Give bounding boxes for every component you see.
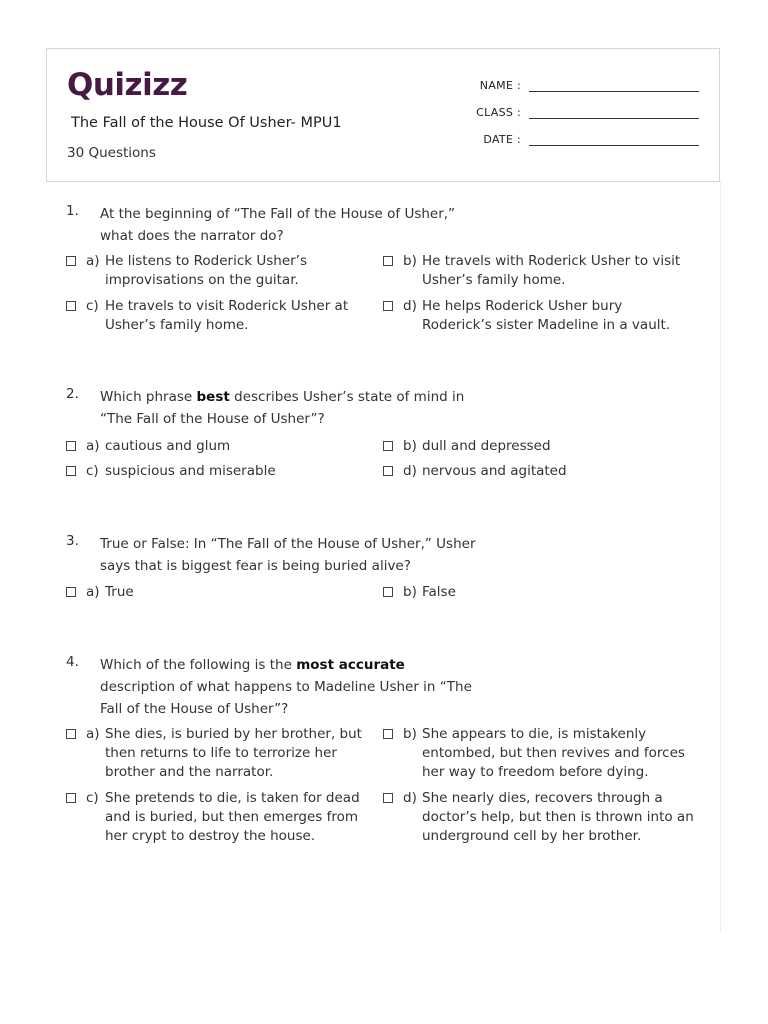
option-c[interactable]	[66, 297, 379, 335]
option-text: She nearly dies, recovers through a doctor’s help, but then is thrown into an underground cell by her brother.	[422, 790, 694, 844]
question-text: True or False: In “The Fall of the House of Usher,” Usher says that is biggest fear is being buried alive?	[100, 536, 476, 574]
emphasis: best	[196, 389, 230, 405]
option-letter: c)	[86, 298, 99, 314]
option-letter: a)	[86, 438, 100, 454]
option-text: dull and depressed	[422, 438, 551, 454]
option-letter: d)	[403, 463, 417, 479]
option-text: She dies, is buried by her brother, but then returns to life to terrorize her brother and the narrator.	[105, 726, 362, 780]
option-b[interactable]	[383, 583, 696, 602]
option-text: False	[422, 584, 456, 600]
option-letter: b)	[403, 584, 417, 600]
page-edge-line	[720, 182, 721, 932]
checkbox[interactable]	[383, 793, 393, 803]
checkbox[interactable]	[66, 729, 76, 739]
option-text: He helps Roderick Usher bury Roderick’s sister Madeline in a vault.	[422, 298, 671, 333]
date-field	[421, 133, 699, 146]
option-d[interactable]	[383, 297, 696, 335]
worksheet-header	[46, 48, 720, 182]
question-number: 2.	[66, 386, 79, 402]
option-letter: b)	[403, 726, 417, 742]
name-label: NAME :	[479, 79, 521, 92]
emphasis: most accurate	[296, 657, 405, 673]
question-text: Which phrase best describes Usher’s state of mind in “The Fall of the House of Usher”?	[100, 389, 465, 427]
option-text: He travels to visit Roderick Usher at Usher’s family home.	[105, 298, 349, 333]
name-field	[421, 79, 699, 92]
checkbox[interactable]	[66, 441, 76, 451]
option-text: She pretends to die, is taken for dead and is buried, but then emerges from her crypt to destroy the house.	[105, 790, 360, 844]
checkbox[interactable]	[66, 256, 76, 266]
option-letter: d)	[403, 790, 417, 806]
option-d[interactable]	[383, 462, 696, 481]
option-d[interactable]	[383, 789, 696, 846]
option-letter: d)	[403, 298, 417, 314]
option-a[interactable]	[66, 583, 379, 602]
question-text: Which of the following is the most accurate description of what happens to Madeline Usher in “The Fall of the House of Usher”?	[100, 657, 472, 717]
question-number: 1.	[66, 203, 79, 219]
option-a[interactable]	[66, 252, 379, 290]
checkbox[interactable]	[383, 587, 393, 597]
option-text: True	[105, 584, 134, 600]
checkbox[interactable]	[66, 466, 76, 476]
option-letter: b)	[403, 438, 417, 454]
option-letter: c)	[86, 463, 99, 479]
option-letter: a)	[86, 726, 100, 742]
option-b[interactable]	[383, 725, 696, 782]
option-letter: a)	[86, 253, 100, 269]
question-number: 3.	[66, 533, 79, 549]
option-b[interactable]	[383, 252, 696, 290]
option-letter: c)	[86, 790, 99, 806]
option-c[interactable]	[66, 789, 379, 846]
date-label: DATE :	[483, 133, 521, 146]
class-field	[421, 106, 699, 119]
option-text: cautious and glum	[105, 438, 231, 454]
option-b[interactable]	[383, 437, 696, 456]
class-line	[529, 106, 699, 119]
checkbox[interactable]	[383, 441, 393, 451]
checkbox[interactable]	[383, 301, 393, 311]
name-line	[529, 79, 699, 92]
question-text: At the beginning of “The Fall of the House of Usher,” what does the narrator do?	[100, 206, 456, 244]
checkbox[interactable]	[66, 793, 76, 803]
checkbox[interactable]	[66, 587, 76, 597]
checkbox[interactable]	[383, 466, 393, 476]
option-c[interactable]	[66, 462, 379, 481]
option-text: She appears to die, is mistakenly entombed, but then revives and forces her way to freedom before dying.	[422, 726, 685, 780]
checkbox[interactable]	[383, 729, 393, 739]
question-count: 30 Questions	[67, 145, 156, 161]
date-line	[529, 133, 699, 146]
option-letter: a)	[86, 584, 100, 600]
checkbox[interactable]	[383, 256, 393, 266]
checkbox[interactable]	[66, 301, 76, 311]
option-text: suspicious and miserable	[105, 463, 276, 479]
option-text: He listens to Roderick Usher’s improvisations on the guitar.	[105, 253, 307, 288]
option-text: nervous and agitated	[422, 463, 567, 479]
class-label: CLASS :	[476, 106, 521, 119]
option-a[interactable]	[66, 437, 379, 456]
option-text: He travels with Roderick Usher to visit Usher’s family home.	[422, 253, 681, 288]
quizizz-logo: Quizizz	[67, 67, 188, 103]
question-number: 4.	[66, 654, 79, 670]
option-a[interactable]	[66, 725, 379, 782]
worksheet-title: The Fall of the House Of Usher- MPU1	[71, 115, 342, 131]
option-letter: b)	[403, 253, 417, 269]
